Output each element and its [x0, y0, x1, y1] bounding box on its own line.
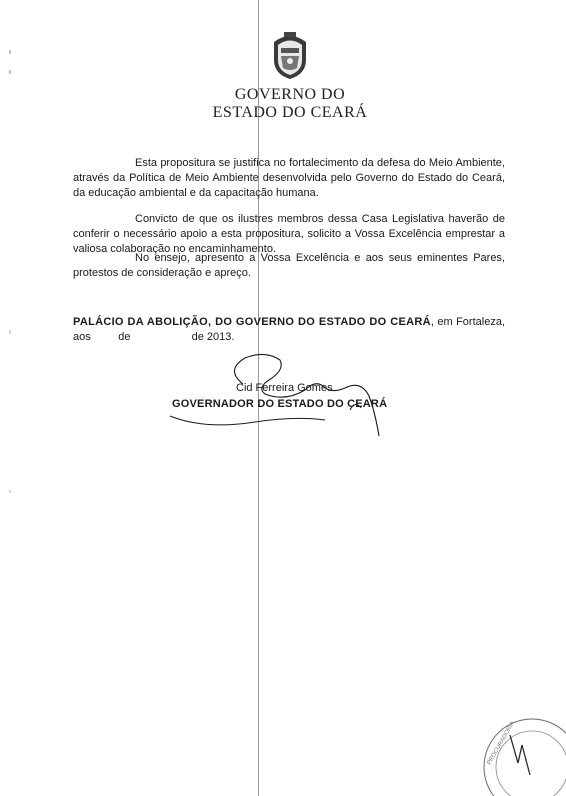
closing-statement: [73, 315, 509, 345]
government-title-line1: GOVERNO DO: [234, 86, 346, 103]
closing-date: , em Fortaleza, aos de de 2013.: [73, 316, 509, 343]
closing-place: PALÁCIO DA ABOLIÇÃO, DO GOVERNO DO ESTADO DO CEARÁ: [73, 316, 431, 328]
protocol-stamp: [470, 705, 566, 796]
government-title-line2: ESTADO DO CEARÁ: [212, 104, 368, 121]
paragraph-greetings: No ensejo, apresento a Vossa Excelência e aos seus eminentes Pares, protestos de consideração e apreço.: [73, 252, 505, 279]
signatory-title: GOVERNADOR DO ESTADO DO CEARÁ: [172, 398, 388, 410]
signatory-name: Cid Ferreira Gomes: [236, 382, 333, 394]
svg-text:PROCURADORIA: PROCURADORIA: [486, 720, 517, 766]
paragraph-justification: Esta propositura se justifica no fortalecimento da defesa do Meio Ambiente, através da Política de Meio Ambiente desenvolvida pelo Governo do Estado do Ceará, da educação ambiental e da capacitação humana.: [73, 157, 505, 199]
margin-marks: [6, 30, 14, 510]
handwritten-signature: [165, 350, 395, 440]
state-coat-of-arms-icon: [268, 30, 312, 80]
paragraph-request: Convicto de que os ilustres membros dessa Casa Legislativa haverão de conferir o necessário apoio a esta propositura, solicito a Vossa Excelência emprestar a valiosa colaboração no encaminhamento.: [73, 213, 505, 255]
